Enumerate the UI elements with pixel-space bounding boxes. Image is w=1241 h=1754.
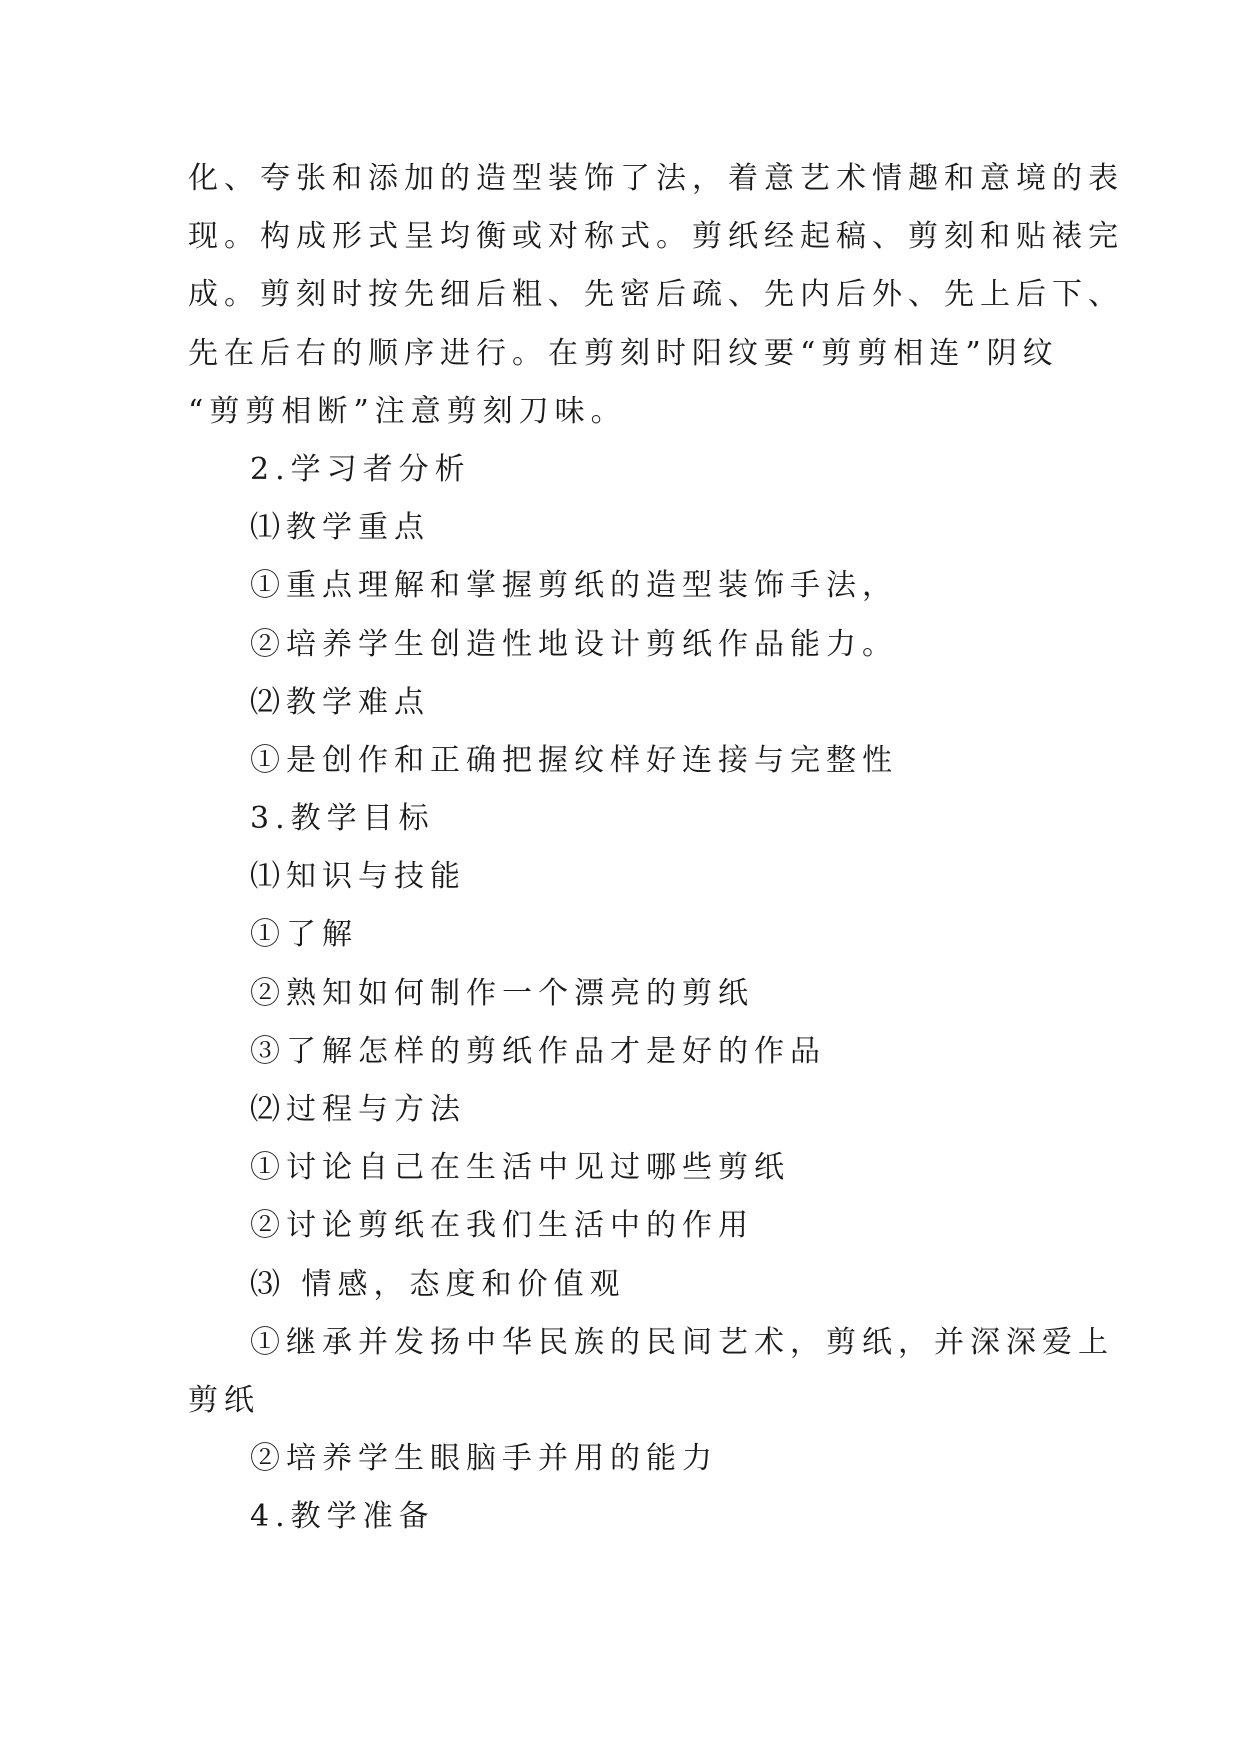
text-line: ②熟知如何制作一个漂亮的剪纸 (250, 975, 754, 1011)
text-line: ①重点理解和掌握剪纸的造型装饰手法， (250, 568, 898, 604)
text-line: 现。构成形式呈均衡或对称式。剪纸经起稿、剪刻和贴裱完 (188, 219, 1124, 255)
text-line: 3.教学目标 (250, 801, 435, 837)
text-line: ⑵教学难点 (250, 684, 430, 720)
text-line: ①继承并发扬中华民族的民间艺术，剪纸，并深深爱上 (250, 1324, 1114, 1360)
text-line: 4.教学准备 (250, 1499, 435, 1535)
text-line: ①讨论自己在生活中见过哪些剪纸 (250, 1150, 790, 1186)
text-line: ①了解 (250, 917, 358, 953)
text-line: ①是创作和正确把握纹样好连接与完整性 (250, 742, 898, 778)
text-line: ③了解怎样的剪纸作品才是好的作品 (250, 1033, 826, 1069)
text-line: ②培养学生眼脑手并用的能力 (250, 1441, 718, 1477)
text-line: 2.学习者分析 (250, 451, 471, 487)
text-line: ②培养学生创造性地设计剪纸作品能力。 (250, 626, 898, 662)
document-body (188, 150, 1124, 1547)
text-line: 先在后右的顺序进行。在剪刻时阳纹要“剪剪相连”阴纹 (188, 335, 1059, 371)
text-line: ⑵过程与方法 (250, 1092, 466, 1127)
text-line: 化、夸张和添加的造型装饰了法，着意艺术情趣和意境的表 (188, 161, 1124, 196)
text-line: “剪剪相断”注意剪刻刀味。 (188, 393, 627, 429)
text-line: ⑴教学重点 (250, 510, 430, 546)
text-line: 成。剪刻时按先细后粗、先密后疏、先内后外、先上后下、 (188, 277, 1124, 313)
text-line: ⑴知识与技能 (250, 859, 466, 895)
text-line: 剪纸 (188, 1382, 260, 1418)
text-line: ⑶ 情感，态度和价值观 (250, 1266, 626, 1302)
text-line: ②讨论剪纸在我们生活中的作用 (250, 1208, 754, 1244)
